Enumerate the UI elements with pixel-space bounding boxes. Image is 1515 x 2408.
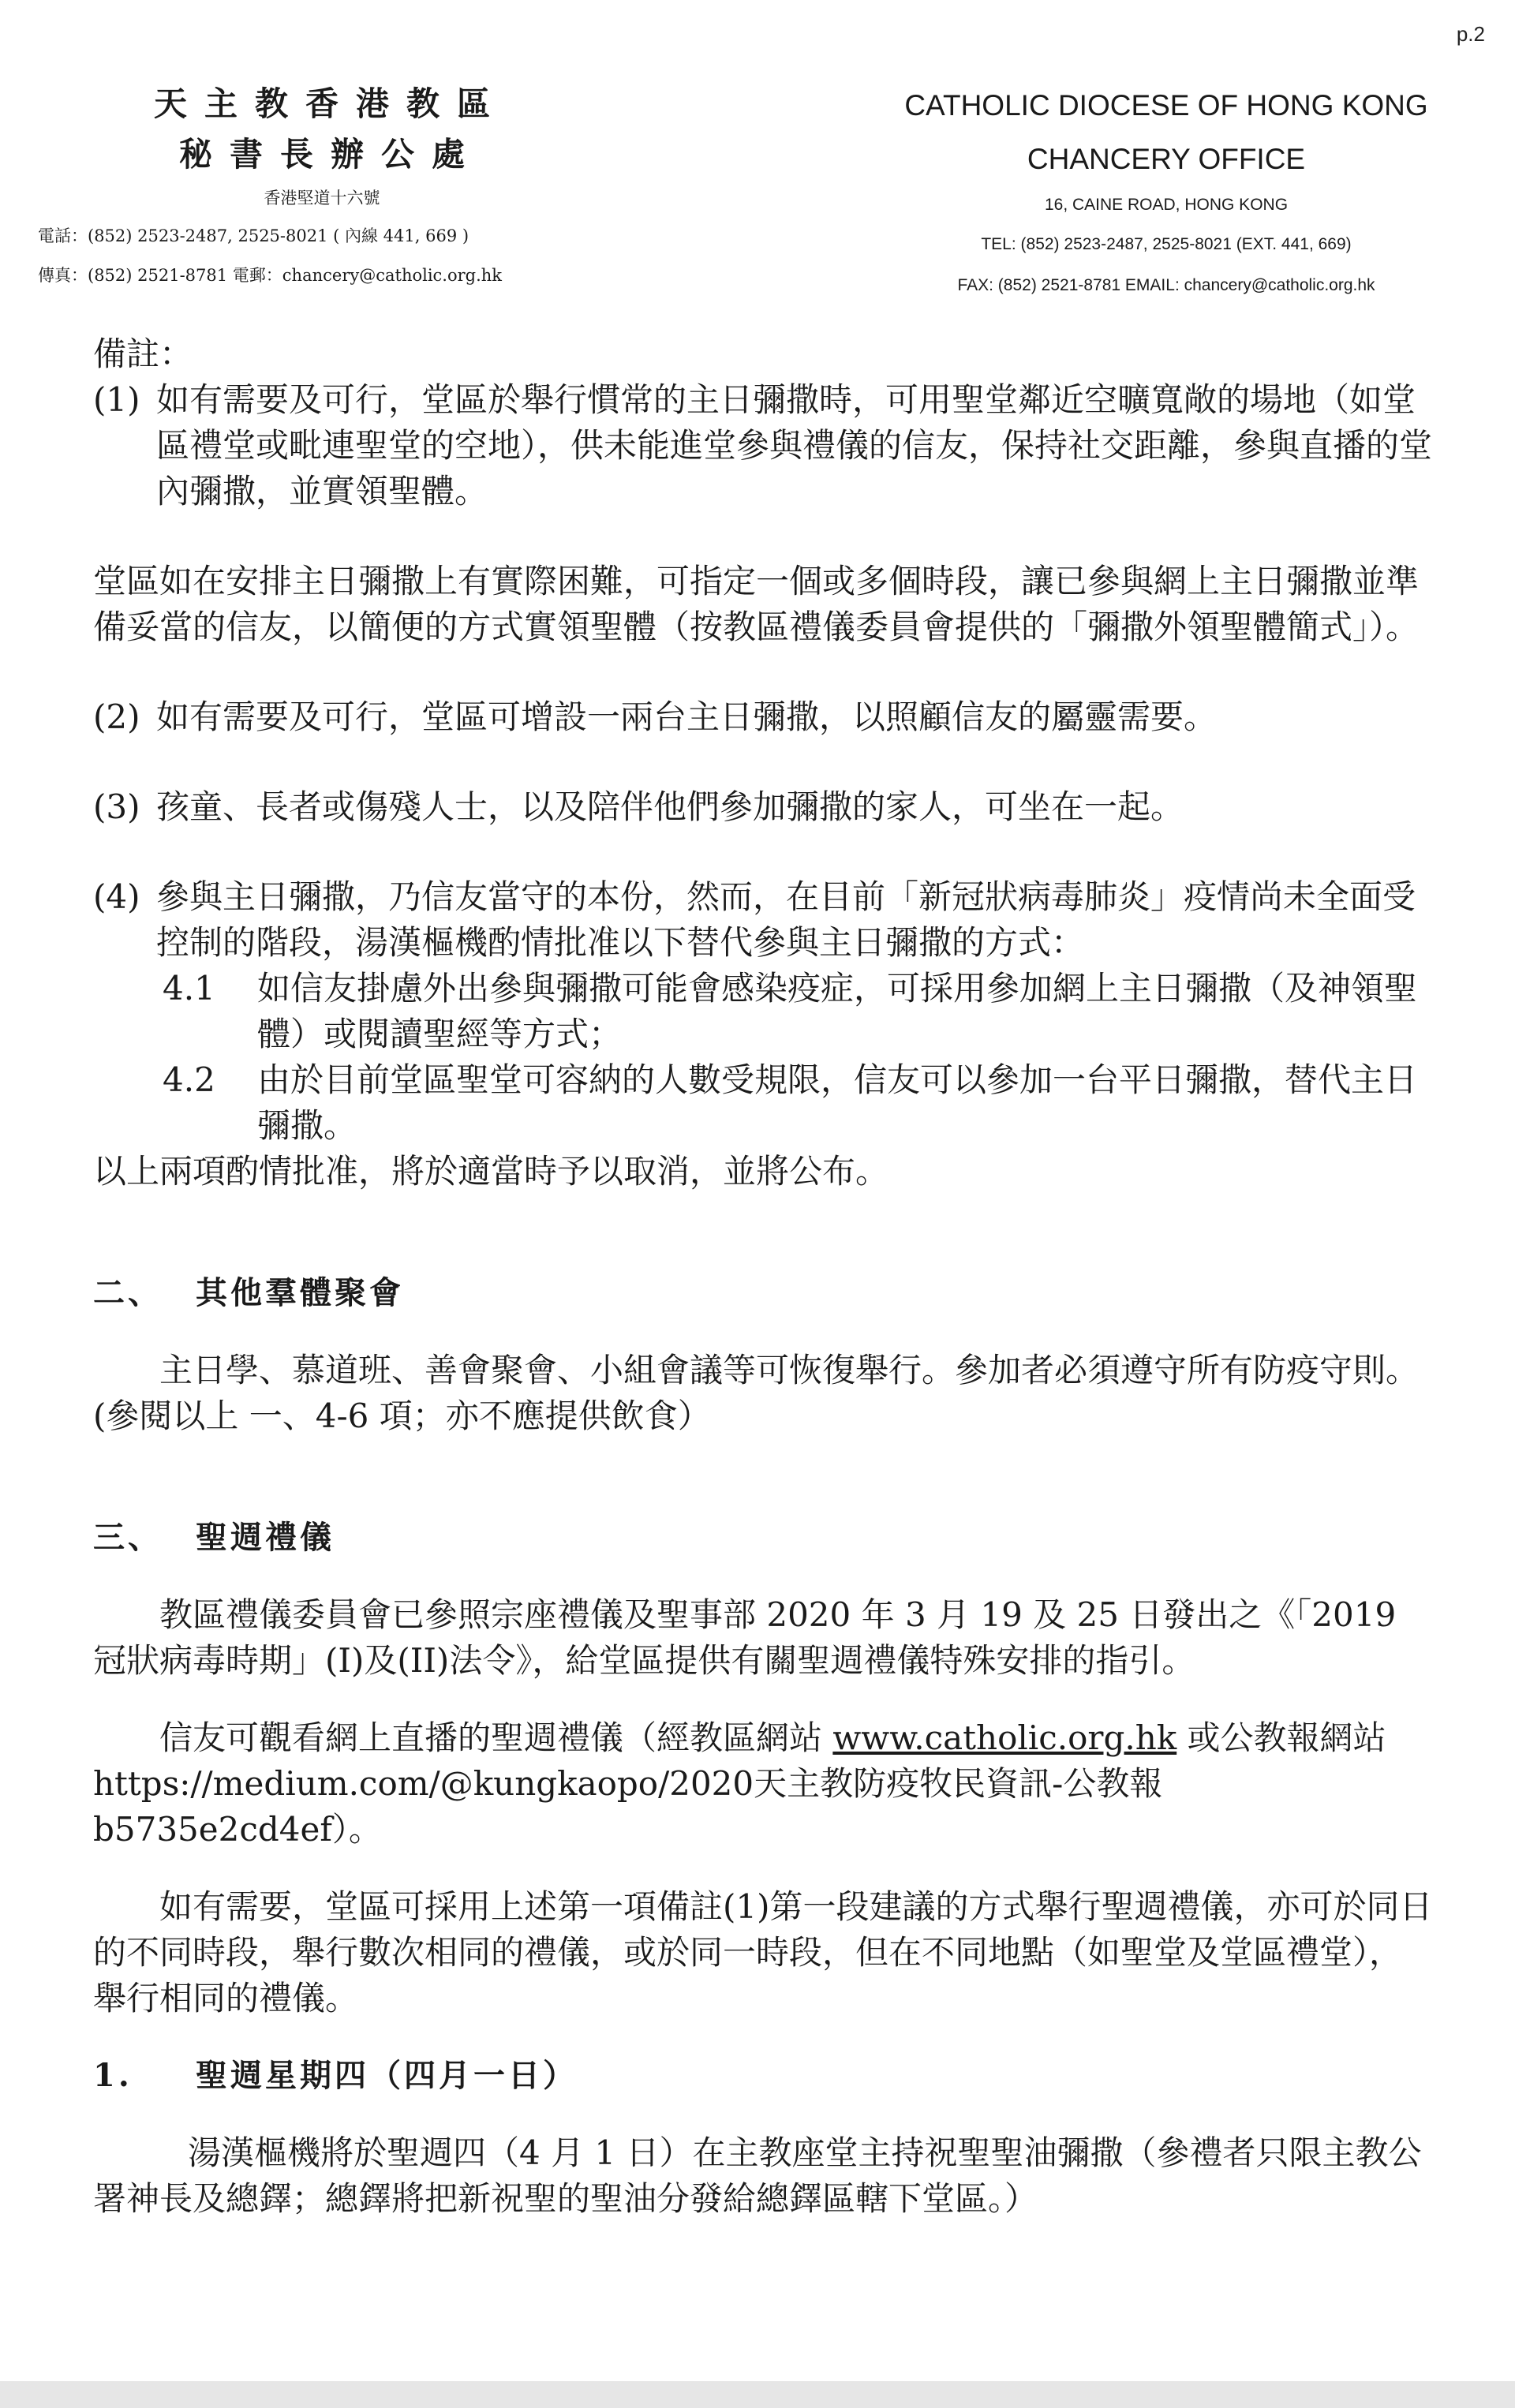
subsection-title: 聖週星期四（四月一日） <box>196 2057 578 2094</box>
note-item-text: 如有需要及可行，堂區於舉行慣常的主日彌撒時，可用聖堂鄰近空曠寬敞的場地（如堂區禮堂或毗連聖堂的空地），供未能進堂參與禮儀的信友，保持社交距離，參與直播的堂內彌撒，並實領聖體。 <box>156 380 1433 510</box>
letterhead-zh-line1: 天主教香港教區 <box>153 84 507 123</box>
note-item-1 <box>93 377 1435 514</box>
document-body <box>93 331 1435 2222</box>
letterhead-zh-address: 香港堅道十六號 <box>264 189 380 208</box>
section-title: 其他羣體聚會 <box>196 1274 404 1311</box>
section-number: 二、 <box>93 1274 163 1311</box>
section-3-subheading-1 <box>93 2053 1435 2099</box>
section-number: 三、 <box>93 1519 163 1556</box>
section-3-paragraph-2 <box>93 1715 1435 1853</box>
note-item-2 <box>93 694 1435 740</box>
letterhead-english <box>890 79 1442 306</box>
letterhead-en-line2: CHANCERY OFFICE <box>1027 143 1306 175</box>
sub-item-number: 4.1 <box>163 969 215 1008</box>
section-title: 聖週禮儀 <box>196 1519 335 1556</box>
sub-item-number: 4.2 <box>163 1060 215 1099</box>
sub-item-text: 如信友掛慮外出參與彌撒可能會感染疫症，可採用參加網上主日彌撒（及神領聖體）或閱讀聖經等方式； <box>257 969 1418 1053</box>
letterhead-en-fax: FAX: (852) 2521-8781 EMAIL: chancery@catholic.org.hk <box>957 276 1375 294</box>
paragraph-text: 信友可觀看網上直播的聖週禮儀（經教區網站 <box>159 1718 833 1757</box>
letterhead-en-line1: CATHOLIC DIOCESE OF HONG KONG <box>904 89 1428 122</box>
note-item-number: (1) <box>93 380 140 419</box>
note-item-4-closing: 以上兩項酌情批准，將於適當時予以取消，並將公布。 <box>93 1152 889 1191</box>
bottom-bar <box>0 2381 1515 2408</box>
note-item-1-paragraph-2: 堂區如在安排主日彌撒上有實際困難，可指定一個或多個時段，讓已參與網上主日彌撒並準備妥當的信友，以簡便的方式實領聖體（按教區禮儀委員會提供的「彌撒外領聖體簡式」）。 <box>93 562 1420 646</box>
letterhead-zh-line2: 秘書長辦公處 <box>178 135 482 174</box>
sub-item-4-2 <box>163 1057 1435 1149</box>
note-item-text: 如有需要及可行，堂區可增設一兩台主日彌撒，以照顧信友的屬靈需要。 <box>156 697 1218 736</box>
letterhead-chinese <box>38 79 606 295</box>
page-number: p.2 <box>1456 22 1485 46</box>
letterhead-zh-fax: 傳真：(852) 2521-8781 電郵：chancery@catholic.org.hk <box>38 266 503 285</box>
section-2-heading <box>93 1270 1435 1316</box>
subsection-number: 1. <box>93 2057 133 2094</box>
section-3-heading <box>93 1515 1435 1561</box>
paragraph-text: 或公教報網站 https://medium.com/@kungkaopo/2020天主教防疫牧民資訊-公教報b5735e2cd4ef）。 <box>93 1718 1386 1849</box>
section-3-subsection-1-text: 湯漢樞機將於聖週四（4 月 1 日）在主教座堂主持祝聖聖油彌撒（參禮者只限主教公署神長及總鐸；總鐸將把新祝聖的聖油分發給總鐸區轄下堂區。） <box>93 2133 1422 2218</box>
note-item-4 <box>93 874 1435 966</box>
note-item-text: 參與主日彌撒，乃信友當守的本份，然而，在目前「新冠狀病毒肺炎」疫情尚未全面受控制的階段，湯漢樞機酌情批准以下替代參與主日彌撒的方式： <box>156 877 1416 962</box>
letterhead-en-tel: TEL: (852) 2523-2487, 2525-8021 (EXT. 441, 669) <box>981 235 1352 253</box>
section-3-paragraph-3: 如有需要，堂區可採用上述第一項備註(1)第一段建議的方式舉行聖週禮儀，亦可於同日的不同時段，舉行數次相同的禮儀，或於同一時段，但在不同地點（如聖堂及堂區禮堂），舉行相同的禮儀。 <box>93 1887 1433 2017</box>
section-2-text: 主日學、慕道班、善會聚會、小組會議等可恢復舉行。參加者必須遵守所有防疫守則。(參閱以上 一、4-6 項；亦不應提供飲食） <box>93 1351 1420 1435</box>
note-item-number: (4) <box>93 877 140 916</box>
note-item-number: (2) <box>93 697 140 736</box>
note-item-3 <box>93 784 1435 830</box>
note-item-text: 孩童、長者或傷殘人士，以及陪伴他們參加彌撒的家人，可坐在一起。 <box>156 787 1184 826</box>
sub-item-text: 由於目前堂區聖堂可容納的人數受規限，信友可以參加一台平日彌撒，替代主日彌撒。 <box>257 1060 1418 1145</box>
notes-heading: 備註： <box>93 335 193 373</box>
note-item-number: (3) <box>93 787 140 826</box>
section-3-paragraph-1: 教區禮儀委員會已參照宗座禮儀及聖事部 2020 年 3 月 19 及 25 日發出之《「2019 冠狀病毒時期」(I)及(II)法令》，給堂區提供有關聖週禮儀特殊安排的指引。 <box>93 1595 1397 1680</box>
letterhead-en-address: 16, CAINE ROAD, HONG KONG <box>1044 196 1289 214</box>
diocese-website-link[interactable]: www.catholic.org.hk <box>832 1718 1177 1757</box>
letterhead-zh-tel: 電話：(852) 2523-2487, 2525-8021 ( 內線 441, 669 ) <box>38 226 469 245</box>
sub-item-4-1 <box>163 966 1435 1057</box>
